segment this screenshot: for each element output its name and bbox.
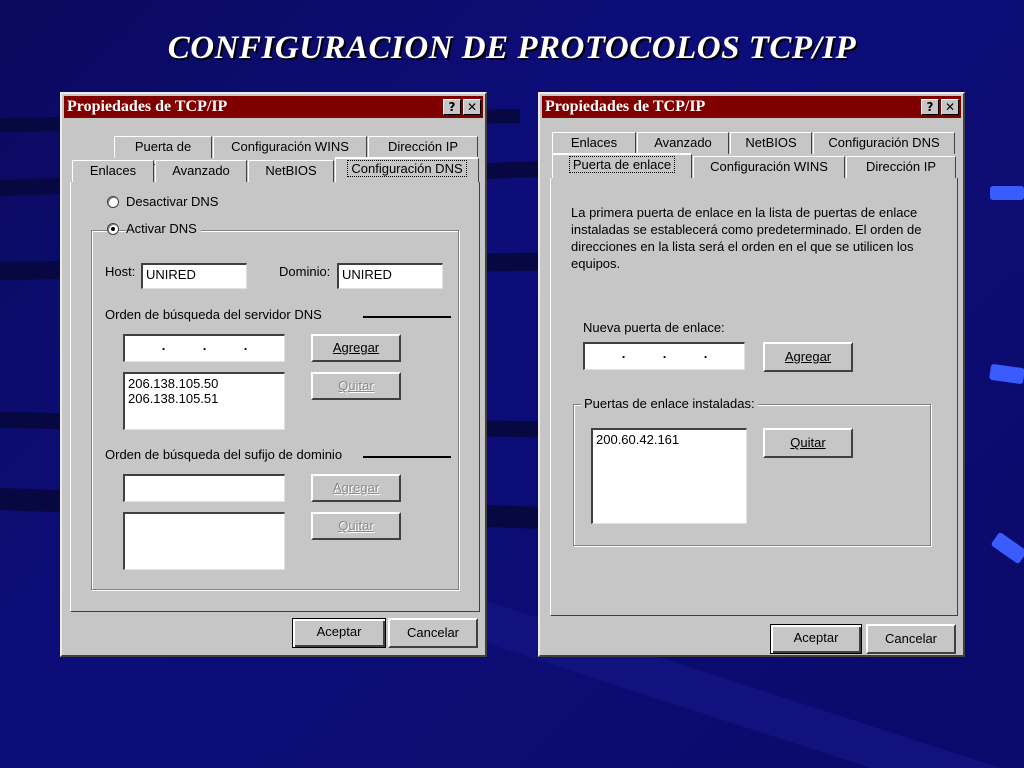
dialog-title: Propiedades de TCP/IP — [545, 98, 706, 115]
gateway-add-button[interactable] — [763, 342, 853, 372]
tab-enlaces[interactable]: Enlaces — [552, 132, 636, 154]
slide-title: CONFIGURACION DE PROTOCOLOS TCP/IP — [167, 30, 857, 66]
ip-dot: . — [243, 338, 248, 353]
radio-enable-dns[interactable] — [107, 223, 119, 235]
ok-button[interactable]: Aceptar — [292, 618, 386, 648]
tab-configuracion-dns[interactable]: Configuración DNS — [813, 132, 955, 154]
tab-avanzado[interactable]: Avanzado — [155, 160, 247, 182]
separator-line — [363, 456, 451, 458]
suffix-add-button[interactable] — [311, 474, 401, 502]
ip-dot: . — [662, 346, 667, 361]
tab-direccion-ip[interactable]: Dirección IP — [368, 136, 478, 158]
installed-gateways-label: Puertas de enlace instaladas: — [581, 396, 758, 411]
gateway-remove-label: Quitar — [790, 435, 826, 450]
list-item[interactable]: 206.138.105.51 — [128, 391, 219, 406]
tab-panel-dns — [70, 182, 480, 612]
suffix-input[interactable] — [123, 474, 285, 502]
domain-input[interactable]: UNIRED — [337, 263, 443, 289]
dns-remove-label: Quitar — [338, 378, 374, 393]
suffix-list[interactable] — [123, 512, 285, 570]
help-icon[interactable]: ? — [921, 99, 939, 115]
ok-button[interactable]: Aceptar — [770, 624, 862, 654]
radio-disable-dns[interactable] — [107, 196, 119, 208]
tab-configuracion-dns[interactable] — [335, 157, 479, 182]
help-icon[interactable]: ? — [443, 99, 461, 115]
separator-line — [363, 316, 451, 318]
cancel-button[interactable]: Cancelar — [866, 624, 956, 654]
dialog-title: Propiedades de TCP/IP — [67, 98, 228, 115]
tab-puerta-de-enlace[interactable]: Puerta de — [114, 136, 212, 158]
ip-dot: . — [202, 338, 207, 353]
tcpip-properties-dialog-gateway — [538, 92, 965, 657]
suffix-add-label: Agregar — [332, 480, 380, 495]
new-gateway-input[interactable] — [583, 342, 745, 370]
background-accent — [990, 186, 1024, 200]
suffix-remove-label: Quitar — [338, 518, 374, 533]
gateway-description: La primera puerta de enlace en la lista de puertas de enlace instaladas se establecerá como predeterminado. El orden de direcciones en la lista será el orden en el que se utilicen los equipos. — [571, 205, 922, 271]
dialog-titlebar — [64, 96, 483, 118]
tab-netbios[interactable]: NetBIOS — [730, 132, 812, 154]
domain-label: Dominio: — [279, 264, 331, 279]
tab-configuracion-wins[interactable]: Configuración WINS — [693, 156, 845, 178]
suffix-order-label: Orden de búsqueda del sufijo de dominio — [105, 447, 343, 462]
dns-order-label: Orden de búsqueda del servidor DNS — [105, 307, 322, 322]
tab-enlaces[interactable]: Enlaces — [72, 160, 154, 182]
background-accent — [990, 532, 1024, 565]
radio-enable-dns-label: Activar DNS — [126, 221, 201, 236]
list-item[interactable]: 206.138.105.50 — [128, 376, 219, 391]
cancel-button[interactable]: Cancelar — [388, 618, 478, 648]
gateway-add-label: Agregar — [784, 349, 832, 364]
dialog-titlebar — [542, 96, 961, 118]
host-label: Host: — [105, 264, 136, 279]
dns-server-list[interactable] — [123, 372, 285, 430]
close-icon[interactable]: ✕ — [941, 99, 959, 115]
tab-netbios[interactable]: NetBIOS — [248, 160, 334, 182]
tab-panel-gateway — [550, 178, 958, 616]
close-icon[interactable]: ✕ — [463, 99, 481, 115]
ip-dot: . — [703, 346, 708, 361]
tab-label: Configuración DNS — [347, 160, 466, 177]
dns-add-label: Agregar — [332, 340, 380, 355]
dns-remove-button[interactable] — [311, 372, 401, 400]
host-input[interactable]: UNIRED — [141, 263, 247, 289]
gateway-remove-button[interactable] — [763, 428, 853, 458]
background-accent — [989, 364, 1024, 385]
dns-add-button[interactable] — [311, 334, 401, 362]
list-item[interactable]: 200.60.42.161 — [596, 432, 680, 447]
radio-disable-dns-label: Desactivar DNS — [126, 194, 219, 209]
new-gateway-label: Nueva puerta de enlace: — [583, 320, 725, 335]
ip-dot: . — [161, 338, 166, 353]
tab-puerta-de-enlace[interactable] — [552, 153, 692, 178]
tab-configuracion-wins[interactable]: Configuración WINS — [213, 136, 367, 158]
dns-server-input[interactable] — [123, 334, 285, 362]
tcpip-properties-dialog-dns — [60, 92, 487, 657]
tab-label: Puerta de enlace — [569, 156, 675, 173]
tab-avanzado[interactable]: Avanzado — [637, 132, 729, 154]
suffix-remove-button[interactable] — [311, 512, 401, 540]
installed-gateways-list[interactable] — [591, 428, 747, 524]
tab-direccion-ip[interactable]: Dirección IP — [846, 156, 956, 178]
ip-dot: . — [621, 346, 626, 361]
